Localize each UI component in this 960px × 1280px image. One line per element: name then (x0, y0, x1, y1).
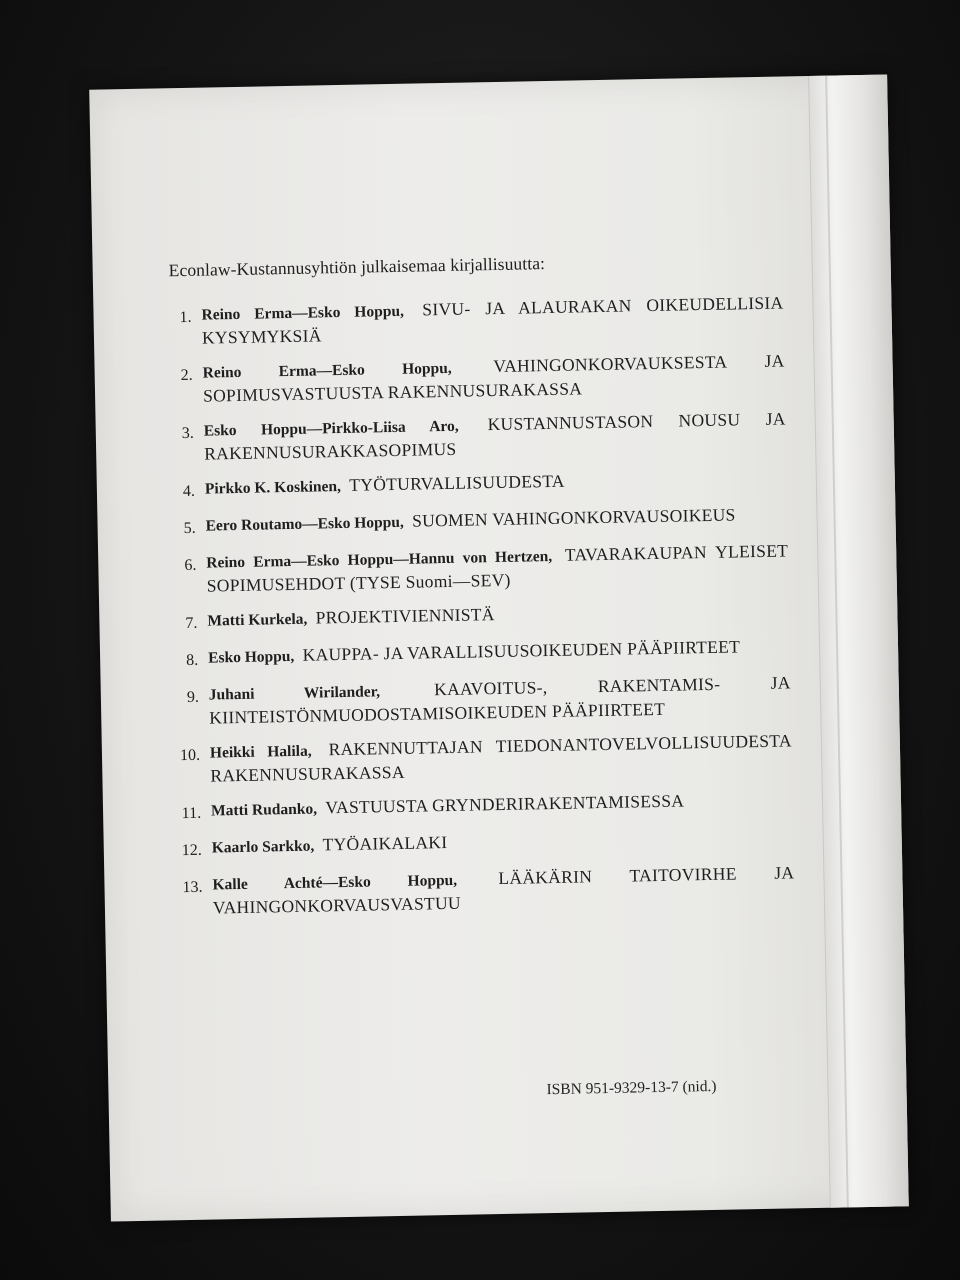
list-item (164, 349, 785, 408)
item-author: Esko Hoppu—Pirkko-Liisa Aro, (203, 417, 459, 440)
list-item (169, 597, 789, 635)
item-number: 6. (184, 556, 197, 575)
item-number: 5. (183, 519, 196, 538)
item-title: RAKENNUTTAJAN TIEDONANTOVELVOLLISUUDESTA RAKENNUSURAKASSA (210, 730, 793, 786)
item-title: VAHINGONKORVAUKSESTA JA SOPIMUSVASTUUSTA RAKENNUSURAKASSA (202, 350, 785, 406)
list-item (172, 729, 793, 788)
item-number: 8. (186, 651, 199, 670)
list-item (170, 634, 790, 672)
list-item (173, 787, 793, 825)
list-item (171, 671, 792, 730)
item-author: Pirkko K. Koskinen, (204, 478, 342, 498)
item-number: 4. (182, 482, 196, 501)
item-title: TYÖAIKALAKI (322, 832, 448, 855)
isbn-label: ISBN 951-9329-13-7 (nid.) (546, 1077, 717, 1099)
item-author: Eero Routamo—Esko Hoppu, (205, 513, 404, 535)
item-number: 3. (181, 424, 194, 443)
book-back-cover (89, 74, 909, 1221)
publisher-list (162, 248, 795, 931)
list-heading: Econlaw-Kustannusyhtiön julkaisemaa kirjallisuutta: (168, 253, 546, 281)
list-item (167, 502, 787, 540)
item-title: SUOMEN VAHINGONKORVAUSOIKEUS (411, 504, 736, 531)
book-spine-edge (808, 74, 909, 1207)
item-title: KAAVOITUS-, RAKENTAMIS- JA KIINTEISTÖNMUODOSTAMISOIKEUDEN PÄÄPIIRTEET (209, 672, 791, 728)
item-number: 7. (185, 614, 198, 633)
item-number: 2. (180, 366, 193, 385)
item-title: TYÖTURVALLISUUDESTA (349, 470, 565, 495)
item-author: Juhani Wirilander, (208, 683, 381, 704)
item-title: KAUPPA- JA VARALLISUUSOIKEUDEN PÄÄPIIRTEET (302, 636, 741, 665)
item-number: 11. (181, 804, 202, 823)
item-number: 13. (182, 878, 203, 897)
item-title: PROJEKTIVIENNISTÄ (315, 604, 495, 628)
item-author: Matti Rudanko, (210, 800, 318, 820)
list-item (174, 861, 795, 920)
item-number: 10. (179, 746, 201, 765)
list-item (168, 539, 789, 598)
book-list (163, 291, 795, 920)
list-item (166, 407, 787, 466)
item-title: SIVU- JA ALAURAKAN OIKEUDELLISIA KYSYMYKSIÄ (201, 292, 784, 348)
item-author: Reino Erma—Esko Hoppu—Hannu von Hertzen, (206, 547, 553, 572)
item-number: 12. (181, 841, 202, 860)
item-title: LÄÄKÄRIN TAITOVIRHE JA VAHINGONKORVAUSVASTUU (212, 862, 795, 918)
list-item (167, 465, 787, 503)
item-author: Kalle Achté—Esko Hoppu, (212, 871, 458, 894)
item-number: 9. (186, 688, 200, 706)
item-number: 1. (179, 308, 192, 327)
item-author: Esko Hoppu, (207, 647, 295, 667)
list-item (174, 824, 794, 862)
item-title: KUSTANNUSTASON NOUSU JA RAKENNUSURAKKASOPIMUS (204, 408, 786, 464)
item-title: VASTUUSTA GRYNDERIRAKENTAMISESSA (325, 790, 685, 818)
item-title: TAVARAKAUPAN YLEISET SOPIMUSEHDOT (TYSE Suomi—SEV) (206, 540, 789, 596)
item-author: Reino Erma—Esko Hoppu, (202, 359, 452, 382)
item-author: Reino Erma—Esko Hoppu, (201, 302, 405, 324)
item-author: Matti Kurkela, (207, 610, 308, 630)
list-item (163, 291, 784, 350)
item-author: Kaarlo Sarkko, (211, 837, 315, 857)
item-author: Heikki Halila, (209, 742, 312, 762)
